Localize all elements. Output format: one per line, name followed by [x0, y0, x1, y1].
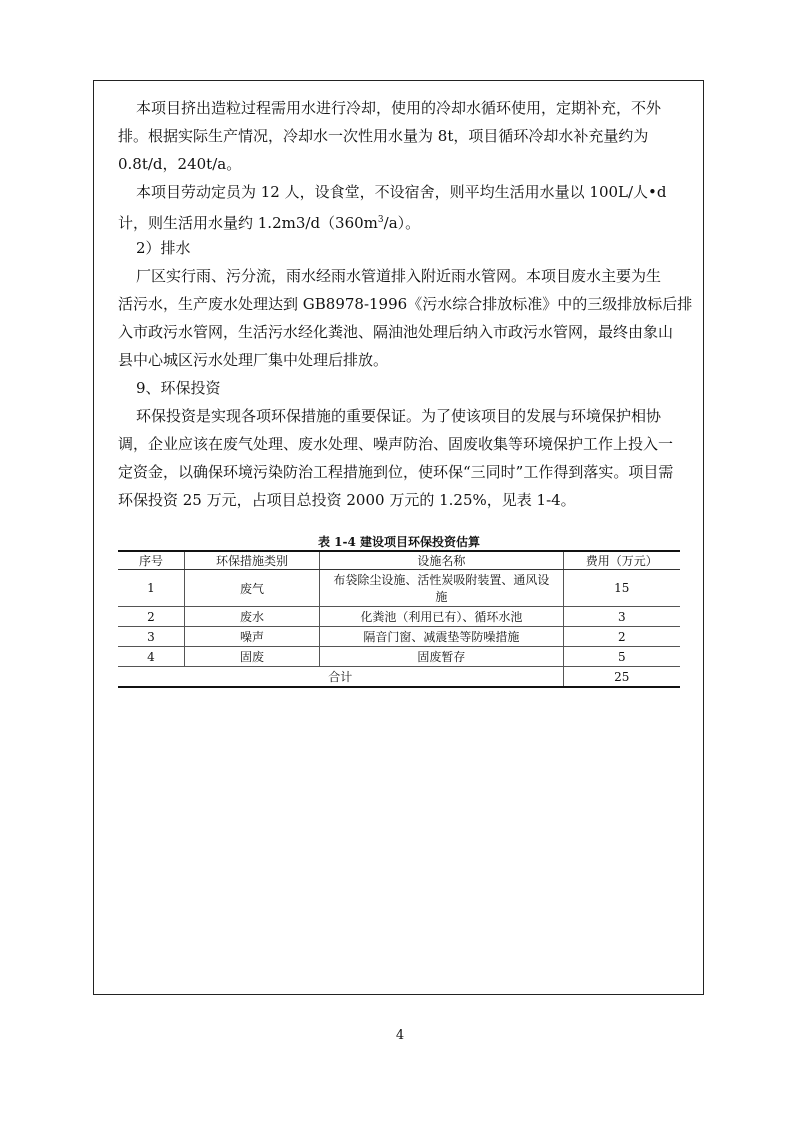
header-cell: 费用（万元）: [563, 551, 680, 570]
text-line: 本项目挤出造粒过程需用水进行冷却，使用的冷却水循环使用，定期补充，不外: [136, 99, 662, 117]
text-line: 环保投资是实现各项环保措施的重要保证。为了使该项目的发展与环境保护相协: [136, 407, 662, 425]
text-line: [118, 206, 680, 234]
total-label: 合计: [118, 667, 563, 688]
body-text: [118, 94, 693, 514]
text-line: 定资金，以确保环境污染防治工程措施到位，使环保“三同时”工作得到落实。项目需: [118, 463, 674, 481]
cell-no: 4: [118, 647, 184, 667]
table-row: [118, 570, 680, 607]
cell-facility: 化粪池（利用已有）、循环水池: [320, 607, 563, 627]
header-cell: 序号: [118, 551, 184, 570]
table-row: [118, 607, 680, 627]
header-cell: 设施名称: [320, 551, 563, 570]
text-line: 排。根据实际生产情况，冷却水一次性用水量为 8t，项目循环冷却水补充量约为: [118, 127, 649, 145]
header-cell: 环保措施类别: [184, 551, 319, 570]
cell-no: 1: [118, 570, 184, 607]
table-caption: 表 1-4 建设项目环保投资估算: [317, 535, 481, 549]
text-line: 厂区实行雨、污分流，雨水经雨水管道排入附近雨水管网。本项目废水主要为生: [136, 267, 662, 285]
page-number: 4: [395, 1028, 405, 1043]
text-line: 入市政污水管网，生活污水经化粪池、隔油池处理后纳入市政污水管网，最终由象山: [118, 323, 674, 341]
text-line: 县中心城区污水处理厂集中处理后排放。: [118, 351, 389, 369]
table-header-row: [118, 551, 680, 570]
text-line: 活污水，生产废水处理达到 GB8978-1996《污水综合排放标准》中的三级排放标后排: [118, 295, 693, 313]
facility-line: 施: [435, 590, 448, 604]
superscript: 3: [377, 215, 384, 225]
section-heading: 9、环保投资: [136, 379, 221, 397]
table-total-row: [118, 667, 680, 688]
cell-cost: 15: [563, 570, 680, 607]
section-heading: 2）排水: [136, 239, 191, 257]
cell-no: 2: [118, 607, 184, 627]
cell-facility: 固废暂存: [320, 647, 563, 667]
table-row: [118, 627, 680, 647]
cell-category: 固废: [184, 647, 319, 667]
text-fragment: 计，则生活用水量约 1.2m3/d（360m: [118, 214, 378, 232]
cell-cost: 5: [563, 647, 680, 667]
cell-cost: 2: [563, 627, 680, 647]
text-line: 环保投资 25 万元，占项目总投资 2000 万元的 1.25%，见表 1-4。: [118, 491, 576, 509]
cell-category: 废水: [184, 607, 319, 627]
text-line: 0.8t/d，240t/a。: [118, 155, 242, 173]
cell-facility: [320, 570, 563, 607]
cell-category: 废气: [184, 570, 319, 607]
text-fragment: /a）。: [383, 214, 421, 232]
cell-cost: 3: [563, 607, 680, 627]
cell-facility: 隔音门窗、减震垫等防噪措施: [320, 627, 563, 647]
text-line: 调，企业应该在废气处理、废水处理、噪声防治、固废收集等环境保护工作上投入一: [118, 435, 674, 453]
text-line: 本项目劳动定员为 12 人，设食堂，不设宿舍，则平均生活用水量以 100L/人•d: [136, 183, 667, 201]
total-value: 25: [563, 667, 680, 688]
facility-line: 布袋除尘设施、活性炭吸附装置、通风设: [333, 573, 550, 587]
table-row: [118, 647, 680, 667]
investment-table: [118, 550, 680, 688]
cell-category: 噪声: [184, 627, 319, 647]
cell-no: 3: [118, 627, 184, 647]
